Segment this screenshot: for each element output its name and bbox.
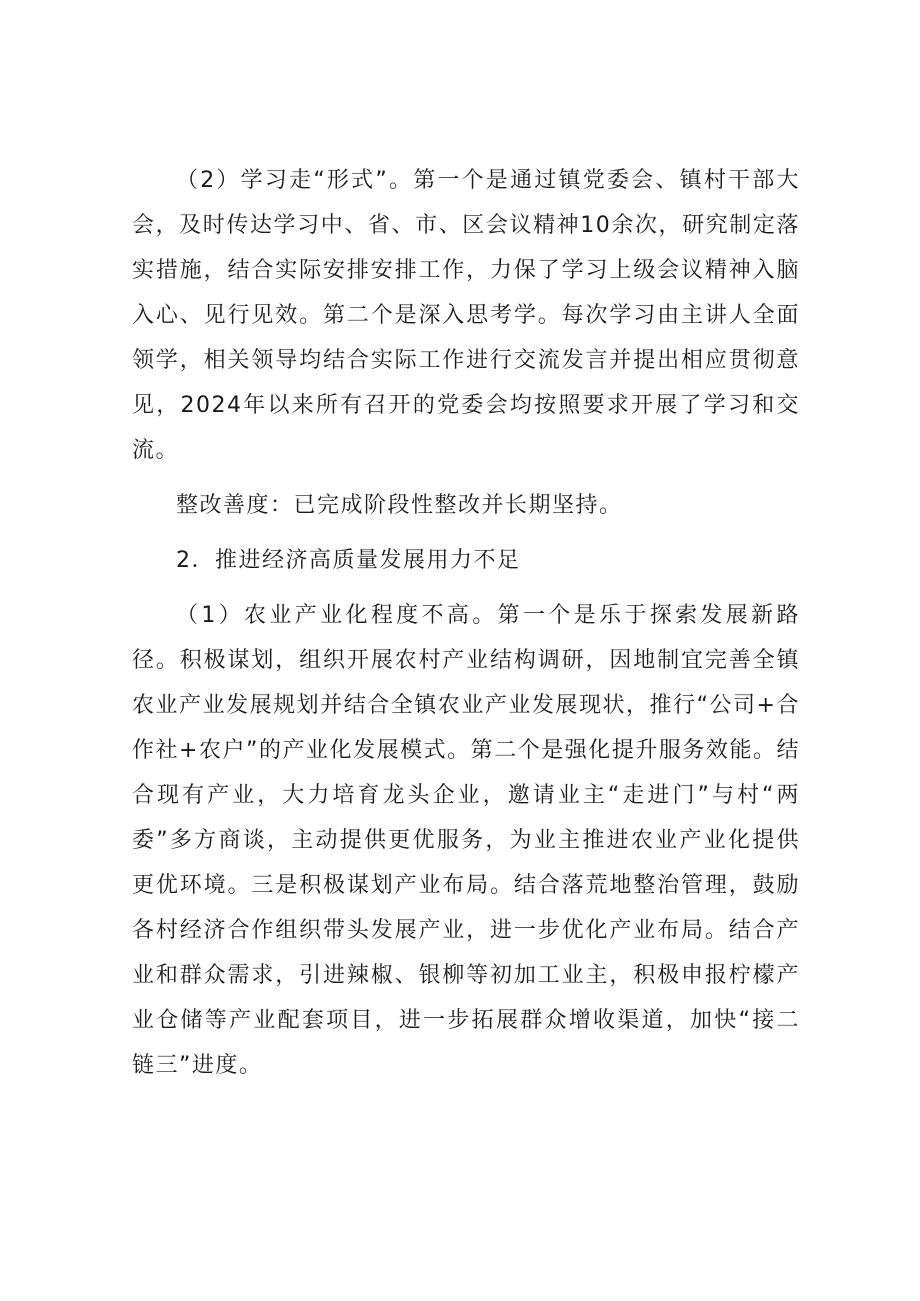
paragraph-agricultural-industrialization: （1）农业产业化程度不高。第一个是乐于探索发展新路径。积极谋划，组织开展农村产业结构调研，因地制宜完善全镇农业产业发展规划并结合全镇农业产业发展现状，推行“公司+合作社+农户”的产业化发展模式。第二个是强化提升服务效能。结合现有产业，大力培育龙头企业，邀请业主“走进门”与村“两委”多方商谈，主动提供更优服务，为业主推进农业产业化提供更优环境。三是积极谋划产业布局。结合落荒地整治管理，鼓励各村经济合作组织带头发展产业，进一步优化产业布局。结合产业和群众需求，引进辣椒、银柳等初加工业主，积极申报柠檬产业仓储等产业配套项目，进一步拓展群众增收渠道，加快“接二链三”进度。 — [132, 603, 800, 1078]
paragraph-study-formality: （2）学习走“形式”。第一个是通过镇党委会、镇村干部大会，及时传达学习中、省、市、区会议精神10余次，研究制定落实措施，结合实际安排安排工作，力保了学习上级会议精神入脑入心、见行见效。第二个是深入思考学。每次学习由主讲人全面领学，相关领导均结合实际工作进行交流发言并提出相应贯彻意见，2024年以来所有召开的党委会均按照要求开展了学习和交流。 — [132, 168, 800, 463]
document-body — [132, 158, 800, 1088]
paragraph-rectification-status: 整改善度：已完成阶段性整改并长期坚持。 — [176, 493, 623, 518]
section-heading-economic-development: 2．推进经济高质量发展用力不足 — [176, 548, 521, 573]
